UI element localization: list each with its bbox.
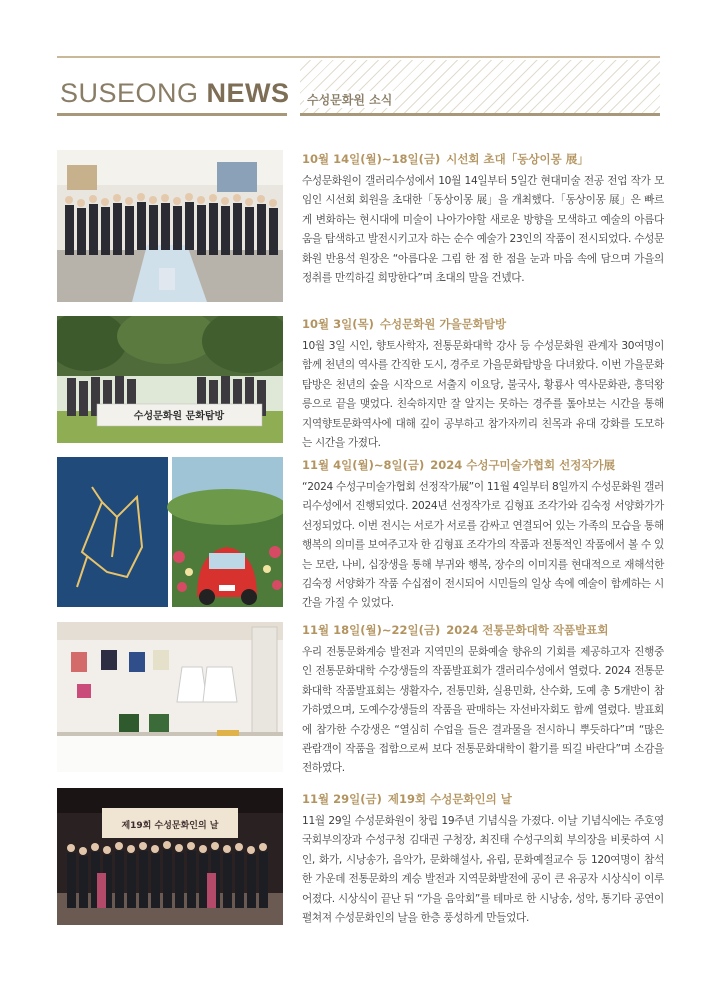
article-name: 제19회 수성문화인의 날 [387, 792, 512, 806]
article-date: 11월 4일(월)~8일(금) [302, 458, 425, 472]
article-photo-cultural-tour [57, 316, 283, 443]
article-body: 수성문화원이 갤러리수성에서 10월 14일부터 5일간 현대미술 전공 전업 작가 모임인 시선회 회원을 초대한「동상이몽 展」을 개최했다.「동상이몽 展」은 빠르게 변화하는 현시대에 미술이 나아가야할 새로운 방향을 모색하고 예술의 아름다움을 탐색하고 발전시키고자 하는 순수 예술가 23인의 작품이 전시되었다. 수성문화원 반용석 원장은 “아름다운 그림 한 점 한 점을 눈과 마음 속에 담으며 가을의 정취를 만끽하길 희망한다”며 초대의 말을 건넸다. [302, 175, 664, 285]
article-title [302, 791, 512, 807]
article-date: 10월 14일(월)~18일(금) [302, 152, 441, 166]
article-body: “2024 수성구미술가협회 선정작가展”이 11월 4일부터 8일까지 수성문화원 갤러리수성에서 진행되었다. 2024년 선정작가로 김형표 조각가와 김숙정 서양화가가 선정되었다. 이번 전시는 서로가 서로를 감싸고 연결되어 있는 가족의 모습을 통해 행복의 의미를 보여주고자 한 김형표 조각가의 작품과 전통적인 작품에서 볼 수 있는 모란, 나비, 십장생을 통해 부귀와 행복, 장수의 이미지를 현대적으로 재해석한 김숙정 서양화가 작품 수십점이 전시되어 시민들의 일상 속에 예술이 함께하는 시간을 가질 수 있었다. [302, 481, 664, 610]
photo-banner-text: 제19회 수성문화인의 날 [121, 821, 219, 831]
brand-underline [57, 113, 287, 116]
photo-banner-text: 수성문화원 문화탐방 [133, 411, 225, 422]
article-body: 11월 29일 수성문화원이 창립 19주년 기념식을 가졌다. 이날 기념식에는 주호영 국회부의장과 수성구청 김대권 구청장, 최진태 수성구의회 부의장을 비롯하여 시인, 화가, 시낭송가, 음악가, 문화해설사, 유림, 문화예절교수 등 120여명이 참석한 가운데 전통문화의 계승 발전과 지역문화발전에 공이 큰 유공자 시상식이 이루어졌다. 시상식이 끝난 뒤 “가을 음악회”를 테마로 한 시낭송, 성악, 통기타 공연이 펼쳐져 수성문화인의 날을 한층 풍성하게 만들었다. [302, 815, 664, 925]
article-title [302, 151, 589, 167]
article-name: 2024 전통문화대학 작품발표회 [446, 623, 609, 637]
article-photo-exhibition-group [57, 150, 283, 302]
article-name: 수성문화원 가을문화탐방 [379, 317, 507, 331]
article-name: 시선회 초대「동상이몽 展」 [446, 152, 589, 166]
article-photo-craft-exhibition [57, 622, 283, 772]
section-underline [300, 113, 660, 116]
article-date: 11월 18일(월)~22일(금) [302, 623, 441, 637]
brand-light: SUSEONG [60, 78, 199, 108]
article-photo-ceremony [57, 788, 283, 925]
article-date: 11월 29일(금) [302, 792, 382, 806]
top-rule [57, 56, 660, 58]
article-title [302, 316, 506, 332]
section-label: 수성문화원 소식 [304, 91, 395, 108]
brand-title [60, 78, 290, 109]
article-photo-artworks [57, 457, 283, 607]
article-title [302, 457, 615, 473]
article-body: 10월 3일 시인, 향토사학자, 전통문화대학 강사 등 수성문화원 관계자 30여명이 함께 천년의 역사를 간직한 도시, 경주로 가을문화탐방을 다녀왔다. 이번 가을문화탐방은 천년의 숲을 시작으로 서출지 이요당, 불국사, 황룡사 역사문화관, 흥덕왕릉으로 끝을 맺었다. 친숙하지만 잘 알지는 못하는 경주를 톺아보는 시간을 통해 지역향토문화역사에 대해 깊이 공부하고 참가자끼리 친목과 유대 강화를 도모하는 시간을 가졌다. [302, 340, 664, 450]
article-date: 10월 3일(목) [302, 317, 374, 331]
article-title [302, 622, 608, 638]
article-body: 우리 전통문화계승 발전과 지역민의 문화예술 향유의 기회를 제공하고자 진행중인 전통문화대학 수강생들의 작품발표회가 갤러리수성에서 열렸다. 2024 전통문화대학 작품발표회는 생활자수, 전통민화, 실용민화, 산수화, 도예 총 5개반이 참가하였으며, 도예수강생들의 작품을 판매하는 자선바자회도 함께 열렸다. 발표회에 참가한 수강생은 “열심히 수업을 들은 결과물을 전시하니 뿌듯하다”며 “많은 관람객이 작품을 접함으로써 보다 전통문화대학이 활기를 띄길 바란다”며 소감을 전하였다. [302, 646, 664, 775]
brand-bold: NEWS [206, 78, 290, 108]
article-name: 2024 수성구미술가협회 선정작가展 [430, 458, 616, 472]
